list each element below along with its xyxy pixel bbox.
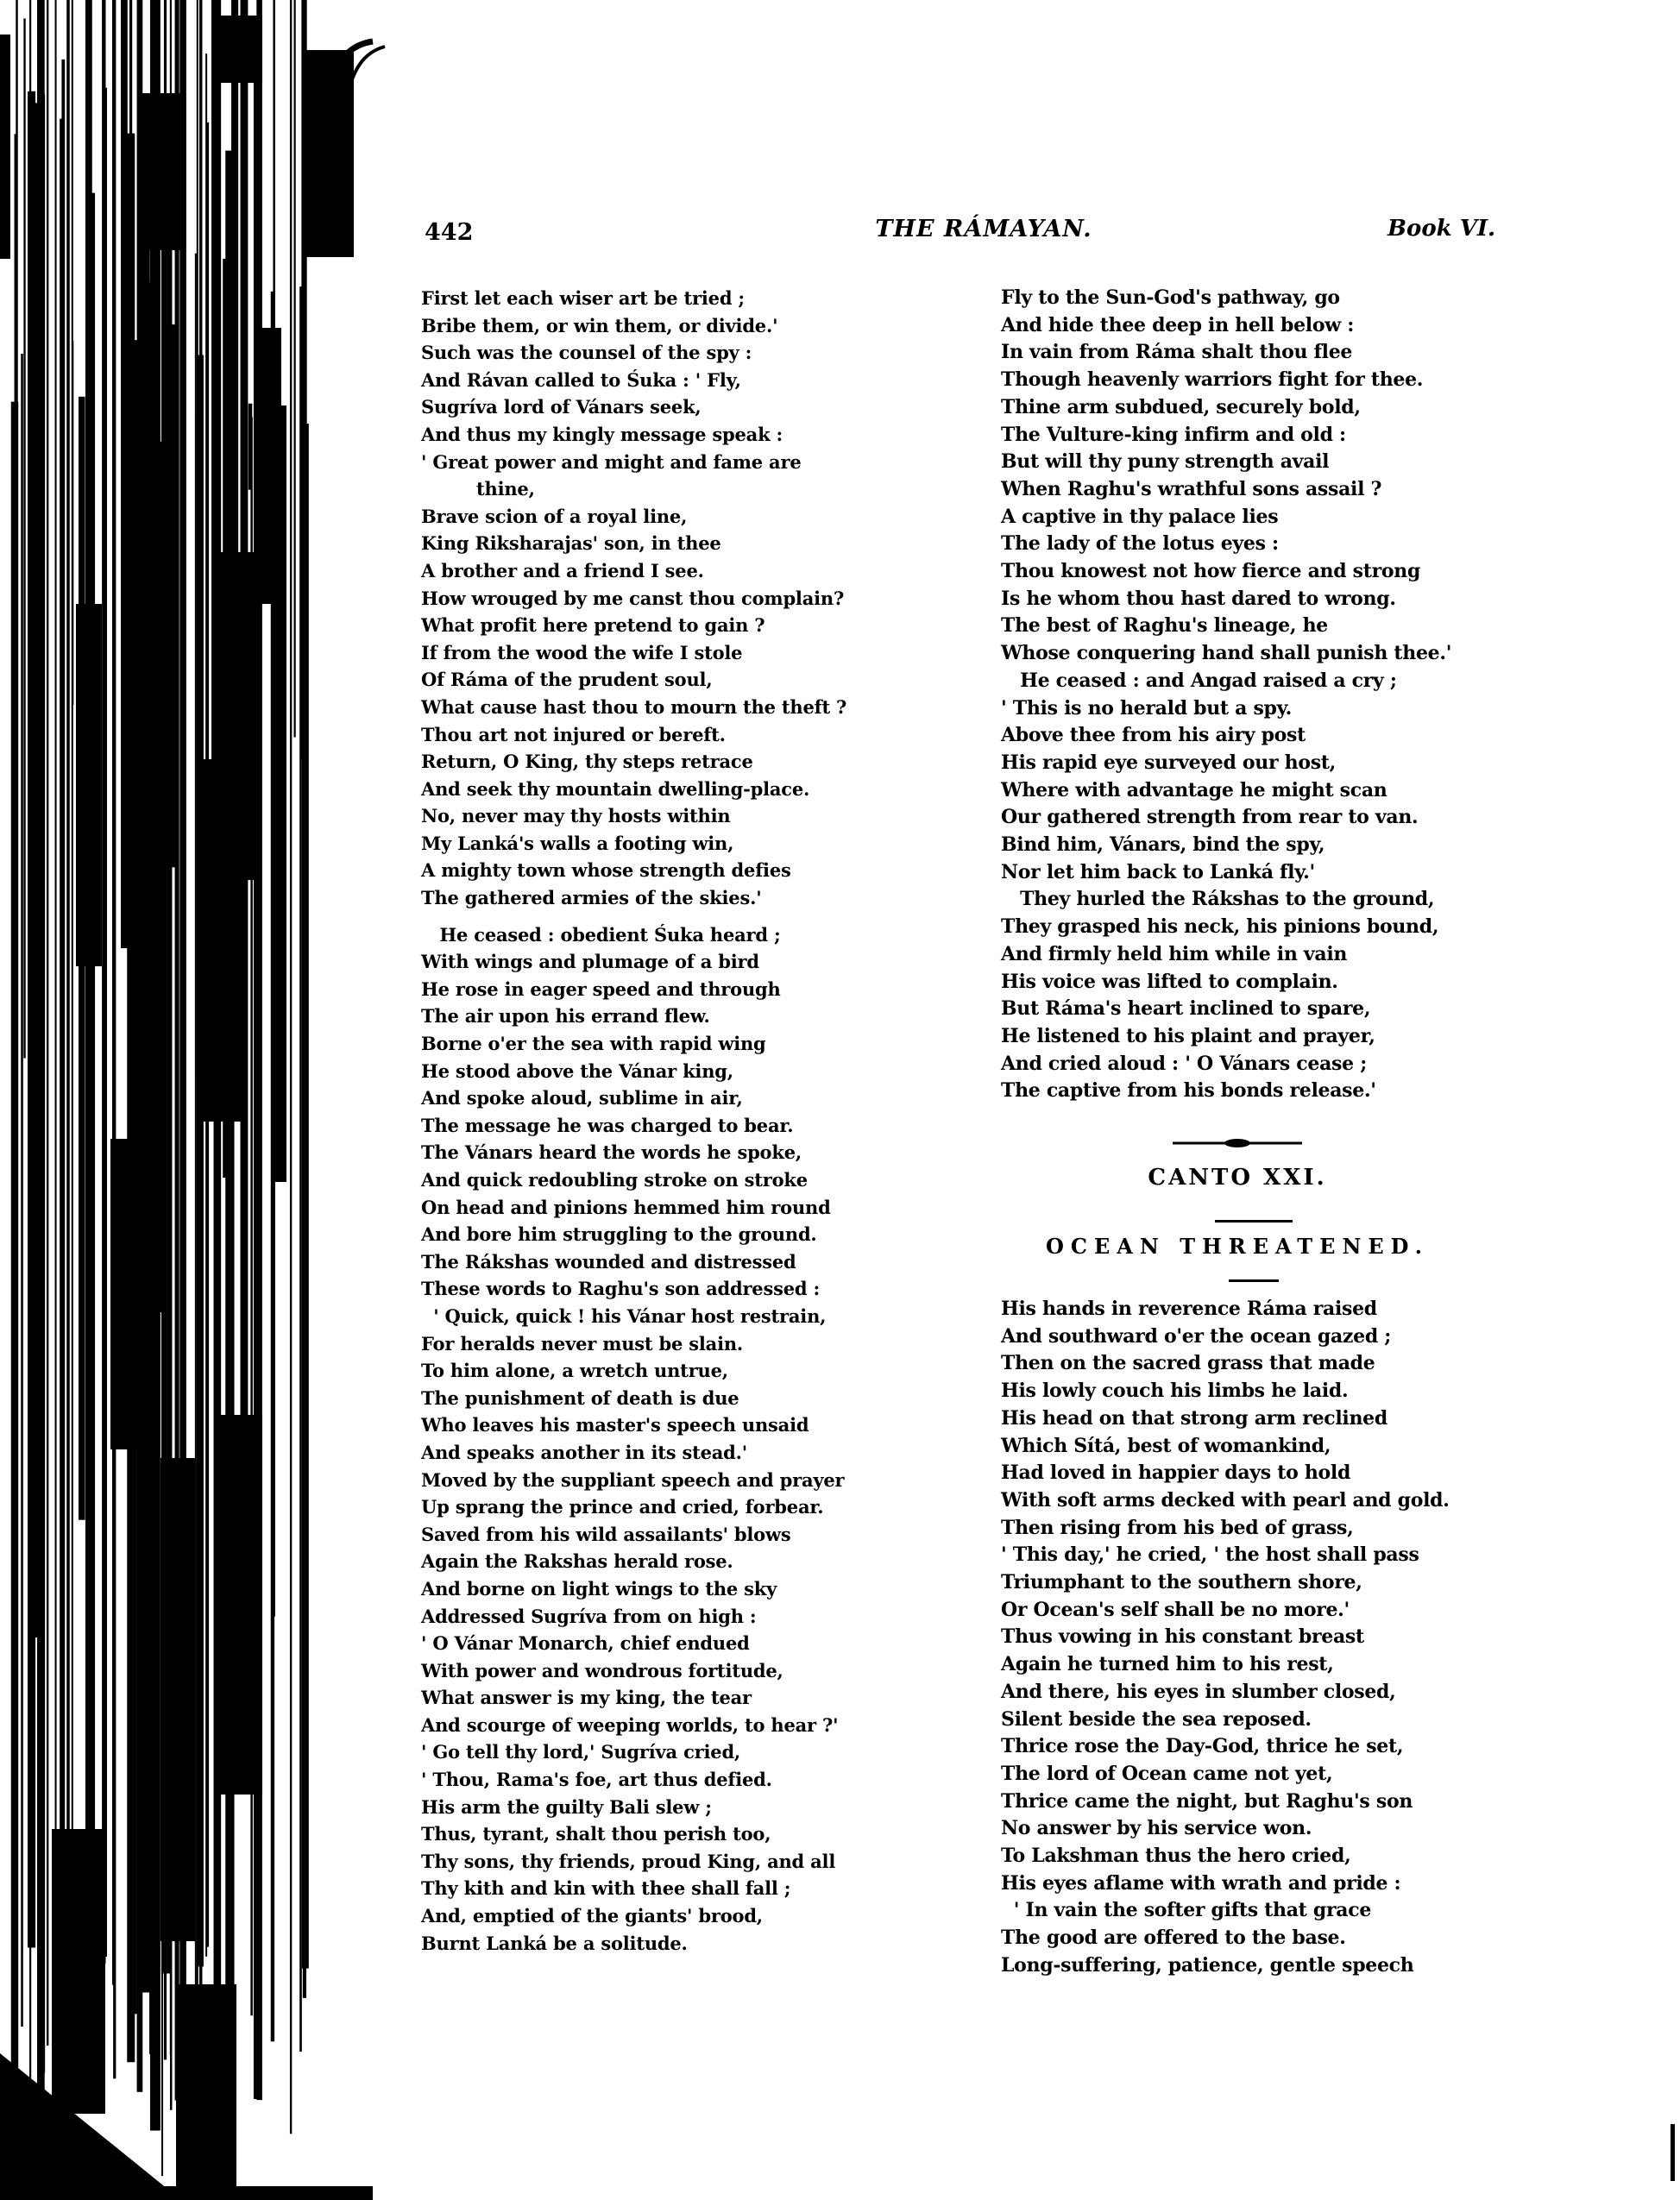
text-line — [421, 912, 846, 921]
subheading-rule — [1229, 1279, 1279, 1282]
text-line: Saved from his wild assailants' blows — [421, 1523, 791, 1545]
text-line: With power and wondrous fortitude, — [421, 1659, 783, 1681]
text-line: His arm the guilty Bali slew ; — [421, 1795, 712, 1818]
text-line: With wings and plumage of a bird — [421, 951, 759, 973]
text-line: Thou art not injured or bereft. — [421, 723, 726, 745]
text-line: They grasped his neck, his pinions bound, — [1001, 915, 1439, 939]
text-line: The air upon his errand flew. — [421, 1005, 710, 1028]
text-line: And hide thee deep in hell below : — [1001, 313, 1355, 336]
text-line: What profit here pretend to gain ? — [421, 614, 765, 637]
canto-rule — [1215, 1220, 1293, 1223]
text-line: Where with advantage he might scan — [1001, 778, 1387, 801]
text-line: When Raghu's wrathful sons assail ? — [1001, 477, 1382, 500]
text-line: To Lakshman thus the hero cried, — [1001, 1845, 1351, 1868]
canto-subheading: OCEAN THREATENED. — [1046, 1234, 1429, 1259]
text-line: His rapid eye surveyed our host, — [1001, 751, 1337, 774]
text-line: Up sprang the prince and cried, forbear. — [421, 1496, 824, 1518]
text-line: He ceased : obedient Śuka heard ; — [421, 923, 781, 946]
text-line: And Rávan called to Śuka : ' Fly, — [421, 368, 741, 391]
text-line: And thus my kingly message speak : — [421, 423, 783, 445]
canto-heading: CANTO XXI. — [1148, 1165, 1327, 1191]
text-line: Whose conquering hand shall punish thee.' — [1001, 642, 1452, 665]
text-line: To him alone, a wretch untrue, — [421, 1360, 728, 1382]
text-line: Triumphant to the southern shore, — [1001, 1571, 1362, 1594]
text-line: Then on the sacred grass that made — [1001, 1352, 1375, 1375]
text-line: ' In vain the softer gifts that grace — [1001, 1899, 1372, 1922]
text-line: And, emptied of the giants' brood, — [421, 1905, 763, 1927]
text-line: He ceased : and Angad raised a cry ; — [1001, 669, 1397, 692]
text-line: With soft arms decked with pearl and gold. — [1001, 1488, 1450, 1512]
book-label: Book VI. — [1387, 216, 1496, 242]
text-line: The best of Raghu's lineage, he — [1001, 614, 1328, 638]
text-line: They hurled the Rákshas to the ground, — [1001, 888, 1435, 911]
text-line: Silent beside the sea reposed. — [1001, 1707, 1312, 1731]
section-divider — [1001, 1135, 1474, 1152]
text-line: Bribe them, or win them, or divide.' — [421, 314, 778, 336]
text-line: And scourge of weeping worlds, to hear ?' — [421, 1713, 839, 1736]
text-line: A captive in thy palace lies — [1001, 505, 1279, 528]
text-line: My Lanká's walls a footing win, — [421, 832, 734, 854]
text-line: Thus, tyrant, shalt thou perish too, — [421, 1823, 771, 1845]
text-line: And seek thy mountain dwelling-place. — [421, 777, 810, 800]
text-line: Sugríva lord of Vánars seek, — [421, 396, 702, 418]
right-column-stanza-1 — [1001, 285, 1451, 1105]
text-line: His head on that strong arm reclined — [1001, 1406, 1387, 1430]
text-line: Thy kith and kin with thee shall fall ; — [421, 1877, 791, 1900]
text-line: ' O Vánar Monarch, chief endued — [421, 1632, 750, 1655]
text-line: His lowly couch his limbs he laid. — [1001, 1380, 1349, 1403]
text-line: His voice was lifted to complain. — [1001, 970, 1338, 993]
text-line: The captive from his bonds release.' — [1001, 1079, 1376, 1103]
text-line: What answer is my king, the tear — [421, 1687, 752, 1709]
page-title: THE RÁMAYAN. — [875, 216, 1092, 242]
text-line: Of Ráma of the prudent soul, — [421, 669, 713, 691]
text-line: Had loved in happier days to hold — [1001, 1461, 1351, 1485]
text-line: Moved by the suppliant speech and prayer — [421, 1468, 845, 1491]
text-line: The punishment of death is due — [421, 1386, 739, 1409]
right-column-stanza-2 — [1001, 1296, 1450, 1980]
text-line: He rose in eager speed and through — [421, 977, 781, 1000]
text-line: What cause hast thou to mourn the theft ? — [421, 695, 847, 718]
text-line: Which Sítá, best of womankind, — [1001, 1434, 1331, 1457]
text-line: Brave scion of a royal line, — [421, 505, 688, 527]
text-line: And borne on light wings to the sky — [421, 1577, 777, 1600]
text-line: His hands in reverence Ráma raised — [1001, 1298, 1377, 1320]
text-line: Return, O King, thy steps retrace — [421, 751, 753, 773]
divider-ornament-icon — [1173, 1138, 1302, 1148]
text-line: Who leaves his master's speech unsaid — [421, 1414, 809, 1436]
text-line: The gathered armies of the skies.' — [421, 887, 762, 909]
text-line: His eyes aflame with wrath and pride : — [1001, 1871, 1401, 1895]
text-line: In vain from Ráma shalt thou flee — [1001, 341, 1353, 364]
text-line: And speaks another in its stead.' — [421, 1441, 747, 1463]
text-line: Though heavenly warriors fight for thee. — [1001, 368, 1424, 392]
text-line: Fly to the Sun-God's pathway, go — [1001, 286, 1340, 309]
text-line: ' This is no herald but a spy. — [1001, 696, 1292, 720]
text-line: Our gathered strength from rear to van. — [1001, 806, 1419, 829]
text-line: Above thee from his airy post — [1001, 724, 1306, 747]
text-line: And southward o'er the ocean gazed ; — [1001, 1324, 1392, 1348]
text-line: For heralds never must be slain. — [421, 1332, 744, 1355]
text-line: No answer by his service won. — [1001, 1817, 1312, 1840]
text-line: Nor let him back to Lanká fly.' — [1001, 860, 1315, 883]
text-line: ' Thou, Rama's foe, art thus defied. — [421, 1769, 772, 1791]
text-line: And firmly held him while in vain — [1001, 942, 1348, 965]
text-line: A brother and a friend I see. — [421, 559, 704, 581]
text-line: King Riksharajas' son, in thee — [421, 532, 721, 555]
text-line: Again he turned him to his rest, — [1001, 1653, 1334, 1676]
text-line: And quick redoubling stroke on stroke — [421, 1169, 808, 1191]
text-line: Thrice came the night, but Raghu's son — [1001, 1789, 1413, 1813]
text-line: He stood above the Vánar king, — [421, 1059, 733, 1082]
text-line: The lord of Ocean came not yet, — [1001, 1762, 1333, 1785]
text-line: How wrouged by me canst thou complain? — [421, 587, 845, 609]
text-line: ' Great power and might and fame are — [421, 450, 802, 473]
text-line: The Vánars heard the words he spoke, — [421, 1141, 802, 1164]
text-line: No, never may thy hosts within — [421, 805, 731, 827]
text-line: Thine arm subdued, securely bold, — [1001, 395, 1361, 418]
text-line: Is he whom thou hast dared to wrong. — [1001, 587, 1396, 610]
text-line: ' Quick, quick ! his Vánar host restrain, — [421, 1304, 827, 1327]
text-line: ' This day,' he cried, ' the host shall pass — [1001, 1543, 1419, 1567]
text-line: Borne o'er the sea with rapid wing — [421, 1033, 766, 1055]
text-line: Thy sons, thy friends, proud King, and all — [421, 1850, 836, 1872]
text-line: And cried aloud : ' O Vánars cease ; — [1001, 1052, 1368, 1075]
text-line: Burnt Lanká be a solitude. — [421, 1932, 688, 1954]
text-line: If from the wood the wife I stole — [421, 641, 743, 663]
text-line: Then rising from his bed of grass, — [1001, 1516, 1354, 1539]
text-line: But will thy puny strength avail — [1001, 450, 1330, 474]
text-line: But Ráma's heart inclined to spare, — [1001, 997, 1371, 1021]
text-line: Thus vowing in his constant breast — [1001, 1625, 1364, 1649]
text-line: Bind him, Vánars, bind the spy, — [1001, 833, 1325, 857]
text-line: The good are offered to the base. — [1001, 1927, 1346, 1950]
text-line: And there, his eyes in slumber closed, — [1001, 1680, 1396, 1703]
text-line: Thou knowest not how fierce and strong — [1001, 560, 1421, 583]
left-column — [421, 285, 846, 1957]
text-line: The lady of the lotus eyes : — [1001, 532, 1279, 556]
text-line: These words to Raghu's son addressed : — [421, 1278, 821, 1300]
text-line: First let each wiser art be tried ; — [421, 287, 745, 309]
text-line: Such was the counsel of the spy : — [421, 342, 752, 364]
text-line: ' Go tell thy lord,' Sugríva cried, — [421, 1741, 741, 1763]
text-line: The message he was charged to bear. — [421, 1114, 794, 1136]
text-line: On head and pinions hemmed him round — [421, 1196, 831, 1218]
text-line: Thrice rose the Day-God, thrice he set, — [1001, 1735, 1404, 1758]
text-line: Or Ocean's self shall be no more.' — [1001, 1598, 1350, 1621]
text-line: Addressed Sugríva from on high : — [421, 1605, 757, 1627]
text-line: He listened to his plaint and prayer, — [1001, 1024, 1375, 1047]
text-line: And bore him struggling to the ground. — [421, 1223, 817, 1246]
text-line: Again the Rakshas herald rose. — [421, 1550, 733, 1573]
page-number: 442 — [425, 219, 474, 246]
text-line: The Rákshas wounded and distressed — [421, 1250, 796, 1273]
text-line: The Vulture-king infirm and old : — [1001, 423, 1346, 446]
text-line: thine, — [421, 478, 535, 500]
text-line: A mighty town whose strength defies — [421, 859, 791, 882]
text-line: And spoke aloud, sublime in air, — [421, 1087, 743, 1109]
text-line: Long-suffering, patience, gentle speech — [1001, 1953, 1414, 1977]
